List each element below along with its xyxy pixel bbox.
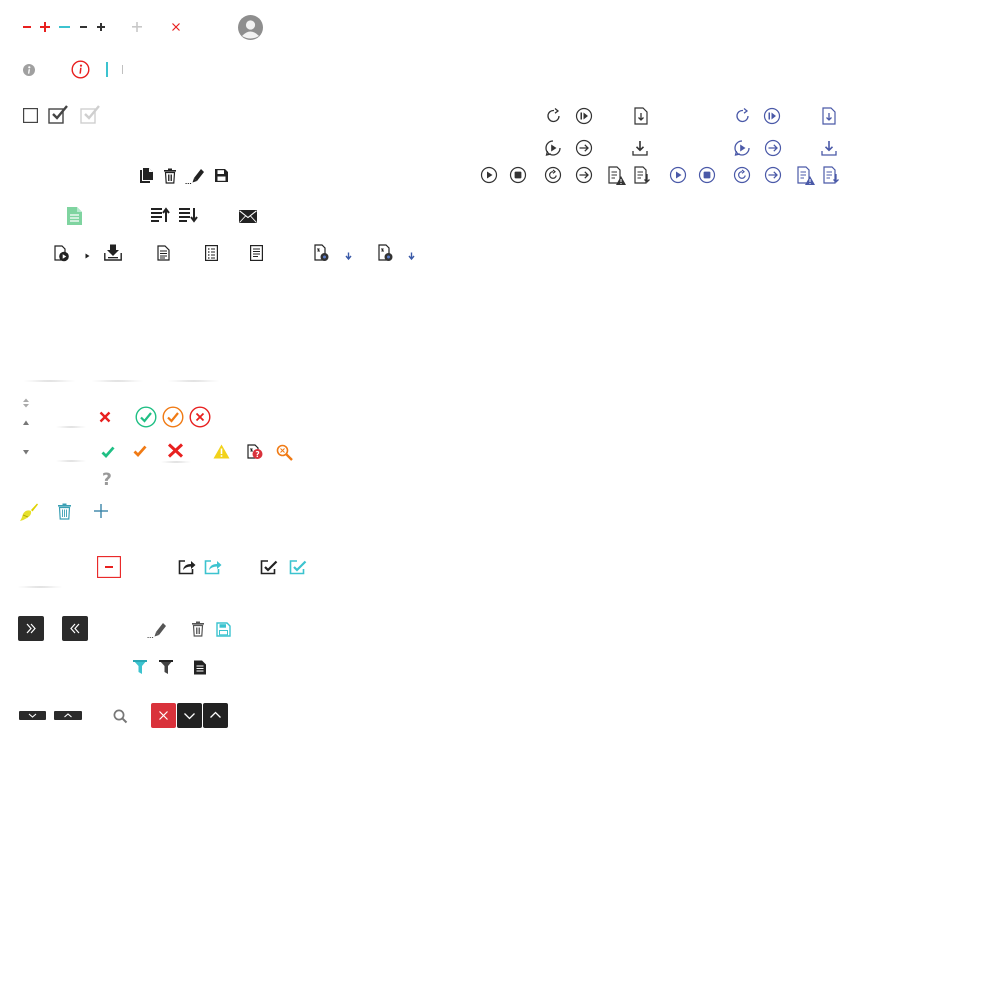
check-circle-orange-icon[interactable] xyxy=(162,406,184,428)
collapse-left-button[interactable] xyxy=(62,616,88,641)
document-lines-icon[interactable] xyxy=(250,245,263,261)
list-sort-down-icon[interactable] xyxy=(179,207,199,223)
shadow-divider xyxy=(160,461,192,463)
close-red-small-icon[interactable] xyxy=(171,22,181,32)
text-cursor-gray xyxy=(122,65,123,74)
trash-teal-icon[interactable] xyxy=(57,503,72,520)
shadow-divider xyxy=(55,460,87,462)
close-red-large-icon[interactable] xyxy=(167,443,184,458)
user-avatar-icon[interactable] xyxy=(238,15,263,40)
list-sort-up-icon[interactable] xyxy=(151,207,171,223)
warning-yellow-icon xyxy=(213,444,230,459)
help-icon[interactable]: ? xyxy=(102,470,112,490)
arrow-down-small-blue-2-icon[interactable] xyxy=(408,252,415,260)
clear-button[interactable] xyxy=(151,703,176,728)
filter-dark-icon[interactable] xyxy=(158,659,174,676)
shadow-divider xyxy=(55,426,87,428)
reload-circle-icon[interactable] xyxy=(544,166,562,184)
search-icon[interactable] xyxy=(113,709,128,724)
brush-yellow-icon[interactable] xyxy=(19,502,39,522)
shadow-divider xyxy=(166,380,221,382)
close-circle-red-icon[interactable] xyxy=(189,406,211,428)
document-download-blue-icon[interactable] xyxy=(822,166,840,185)
check-green-icon[interactable] xyxy=(101,446,115,458)
trash-gray-icon[interactable] xyxy=(191,621,205,637)
refresh-blue-icon[interactable] xyxy=(734,107,752,125)
file-download-blue-icon[interactable] xyxy=(821,107,837,125)
edit-pen-icon[interactable] xyxy=(185,166,205,185)
document-warning-blue-icon[interactable] xyxy=(796,166,816,186)
caret-right-small-icon[interactable] xyxy=(85,253,90,259)
plus-gray-icon[interactable] xyxy=(131,21,143,33)
document-filled-icon[interactable] xyxy=(193,660,207,675)
filter-teal-icon[interactable] xyxy=(132,659,148,676)
approve-check-teal-icon[interactable] xyxy=(289,559,307,575)
close-red-icon[interactable] xyxy=(99,411,111,423)
arrow-right-circle-blue-icon[interactable] xyxy=(764,139,782,157)
play-circle-blue-icon[interactable] xyxy=(669,166,687,184)
arrow-right-circle-blue-2-icon[interactable] xyxy=(764,166,782,184)
info-gray-icon xyxy=(23,64,35,76)
document-download-icon[interactable] xyxy=(633,166,651,185)
checkbox-checked-disabled-icon xyxy=(80,104,102,124)
stop-circle-icon[interactable] xyxy=(509,166,527,184)
minus-red-icon[interactable] xyxy=(21,21,33,33)
chevron-down-button[interactable] xyxy=(177,703,202,728)
play-circle-icon[interactable] xyxy=(480,166,498,184)
file-download-icon[interactable] xyxy=(633,107,649,125)
approve-check-icon[interactable] xyxy=(260,559,278,575)
arrow-right-circle-icon[interactable] xyxy=(575,139,593,157)
minus-dark-icon[interactable] xyxy=(78,21,90,33)
check-orange-icon[interactable] xyxy=(133,445,147,457)
document-settings-2-icon[interactable] xyxy=(378,244,394,262)
checkbox-empty-icon[interactable] xyxy=(23,108,38,123)
download-to-tray-icon[interactable] xyxy=(104,244,122,261)
share-teal-icon[interactable] xyxy=(204,559,222,575)
share-icon[interactable] xyxy=(178,559,196,575)
reload-circle-blue-icon[interactable] xyxy=(733,166,751,184)
copy-icon[interactable] xyxy=(139,167,155,184)
minus-teal-icon[interactable] xyxy=(58,21,72,33)
checkbox-checked-icon[interactable] xyxy=(48,104,70,124)
replay-blue-icon[interactable] xyxy=(732,138,752,158)
info-red-icon xyxy=(71,60,90,79)
save-teal-icon[interactable] xyxy=(216,622,231,637)
plus-teal-icon[interactable] xyxy=(94,504,108,518)
collapse-down-tab[interactable] xyxy=(19,711,46,720)
document-help-icon[interactable] xyxy=(247,444,264,460)
arrow-down-small-blue-icon[interactable] xyxy=(345,252,352,260)
document-play-icon[interactable] xyxy=(54,245,70,262)
text-cursor-teal xyxy=(106,62,108,77)
edit-pen-gray-icon[interactable] xyxy=(147,620,167,639)
tray-download-blue-icon[interactable] xyxy=(820,139,838,157)
shadow-divider xyxy=(16,586,64,588)
search-zoom-orange-icon[interactable] xyxy=(276,444,294,461)
document-warning-icon[interactable] xyxy=(607,166,627,186)
document-text-icon[interactable] xyxy=(157,245,170,261)
sort-down-icon[interactable] xyxy=(22,449,30,455)
trash-icon[interactable] xyxy=(163,168,177,184)
expand-up-tab[interactable] xyxy=(54,711,82,720)
sort-up-icon[interactable] xyxy=(22,420,30,426)
save-icon[interactable] xyxy=(214,168,229,183)
sort-both-icon[interactable] xyxy=(22,398,30,408)
refresh-icon[interactable] xyxy=(545,107,563,125)
step-play-blue-icon[interactable] xyxy=(763,107,781,125)
svg-text:?: ? xyxy=(255,450,260,459)
arrow-right-circle-2-icon[interactable] xyxy=(575,166,593,184)
expand-right-button[interactable] xyxy=(18,616,44,641)
document-list-icon[interactable] xyxy=(205,245,218,261)
tray-download-icon[interactable] xyxy=(631,139,649,157)
step-play-icon[interactable] xyxy=(575,107,593,125)
check-circle-green-icon[interactable] xyxy=(135,406,157,428)
document-settings-icon[interactable] xyxy=(314,244,330,262)
document-green-icon[interactable] xyxy=(66,206,83,226)
shadow-divider xyxy=(90,380,145,382)
stop-circle-blue-icon[interactable] xyxy=(698,166,716,184)
shadow-divider xyxy=(22,380,77,382)
replay-icon[interactable] xyxy=(543,138,563,158)
chevron-up-button[interactable] xyxy=(203,703,228,728)
plus-dark-icon[interactable] xyxy=(95,21,107,33)
remove-box-button[interactable] xyxy=(97,556,121,578)
envelope-icon[interactable] xyxy=(239,210,257,223)
plus-red-icon[interactable] xyxy=(39,21,51,33)
